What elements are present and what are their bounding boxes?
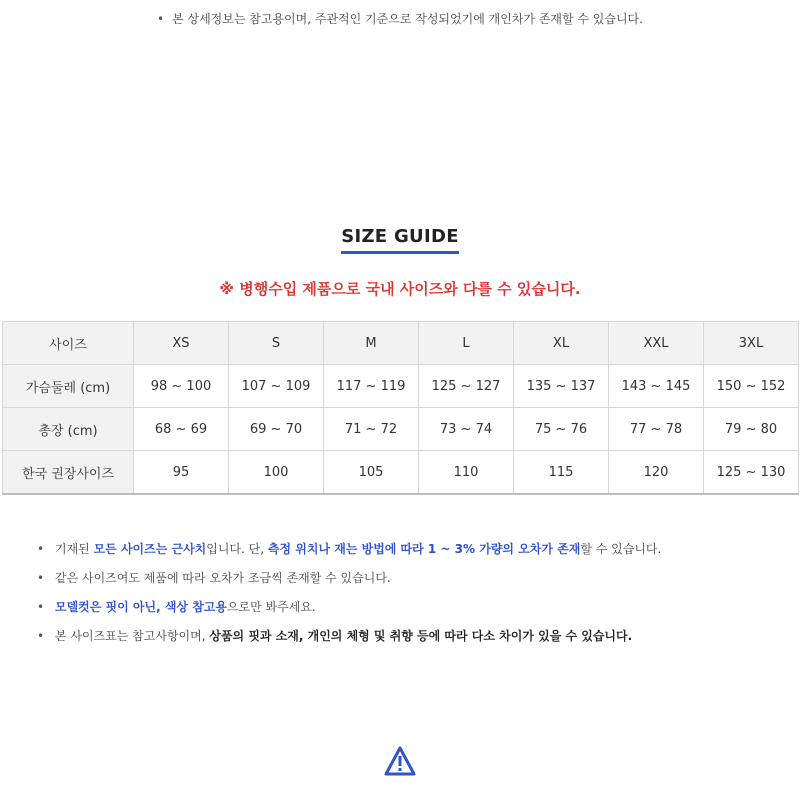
table-cell: 77 ~ 78 [609, 408, 704, 451]
size-notes-list [37, 538, 661, 654]
table-header-cell: XS [134, 322, 229, 365]
note-text: 본 사이즈표는 참고사항이며, [55, 629, 210, 643]
table-cell: 135 ~ 137 [514, 365, 609, 408]
size-guide-heading [0, 226, 800, 254]
table-cell: 100 [229, 451, 324, 495]
note-text: 기재된 [55, 542, 94, 556]
table-cell: 125 ~ 130 [704, 451, 799, 495]
list-item [37, 567, 661, 596]
bullet-dot: • [37, 600, 45, 614]
warning-triangle-icon [383, 745, 417, 777]
top-note-text: 본 상세정보는 참고용이며, 주관적인 기준으로 작성되었기에 개인차가 존재할 수 있습니다. [172, 12, 643, 26]
bullet-dot: • [37, 629, 45, 643]
table-header-cell: S [229, 322, 324, 365]
table-cell: 125 ~ 127 [419, 365, 514, 408]
import-warning: ※ 병행수입 제품으로 국내 사이즈와 다를 수 있습니다. [219, 280, 581, 298]
note-text: 입니다. 단, [206, 542, 268, 556]
table-header-cell: XL [514, 322, 609, 365]
bullet-dot: • [157, 12, 165, 26]
table-header-cell: L [419, 322, 514, 365]
table-cell: 143 ~ 145 [609, 365, 704, 408]
table-cell: 150 ~ 152 [704, 365, 799, 408]
table-row [3, 451, 799, 495]
note-emphasis: 모델컷은 핏이 아닌, 색상 참고용 [55, 600, 227, 614]
bullet-dot: • [37, 542, 45, 556]
note-text: 할 수 있습니다. [580, 542, 662, 556]
list-item [37, 625, 661, 654]
table-header-cell: XXL [609, 322, 704, 365]
note-text: 같은 사이즈여도 제품에 따라 오차가 조금씩 존재할 수 있습니다. [55, 571, 391, 585]
table-cell: 98 ~ 100 [134, 365, 229, 408]
table-header-cell: M [324, 322, 419, 365]
list-item [37, 538, 661, 567]
bullet-dot: • [37, 571, 45, 585]
table-row [3, 408, 799, 451]
row-label-cell: 가슴둘레 (cm) [3, 365, 134, 408]
note-emphasis: 측정 위치나 재는 방법에 따라 1 ~ 3% 가량의 오차가 존재 [267, 542, 581, 556]
table-row [3, 365, 799, 408]
table-cell: 110 [419, 451, 514, 495]
size-guide-title: SIZE GUIDE [341, 226, 459, 254]
table-cell: 75 ~ 76 [514, 408, 609, 451]
table-header-row [3, 322, 799, 365]
top-note [0, 10, 800, 27]
table-cell: 79 ~ 80 [704, 408, 799, 451]
note-text: 으로만 봐주세요. [226, 600, 316, 614]
note-emphasis: 모든 사이즈는 근사치 [93, 542, 207, 556]
table-cell: 71 ~ 72 [324, 408, 419, 451]
note-emphasis: 상품의 핏과 소재, 개인의 체형 및 취향 등에 따라 다소 차이가 있을 수 있습니다. [209, 629, 633, 643]
table-cell: 95 [134, 451, 229, 495]
table-cell: 107 ~ 109 [229, 365, 324, 408]
size-table [2, 321, 799, 495]
row-label-cell: 총장 (cm) [3, 408, 134, 451]
table-cell: 117 ~ 119 [324, 365, 419, 408]
table-cell: 115 [514, 451, 609, 495]
list-item [37, 596, 661, 625]
table-cell: 73 ~ 74 [419, 408, 514, 451]
table-cell: 120 [609, 451, 704, 495]
table-cell: 68 ~ 69 [134, 408, 229, 451]
table-header-cell: 사이즈 [3, 322, 134, 365]
row-label-cell: 한국 권장사이즈 [3, 451, 134, 495]
table-cell: 69 ~ 70 [229, 408, 324, 451]
table-header-cell: 3XL [704, 322, 799, 365]
table-cell: 105 [324, 451, 419, 495]
